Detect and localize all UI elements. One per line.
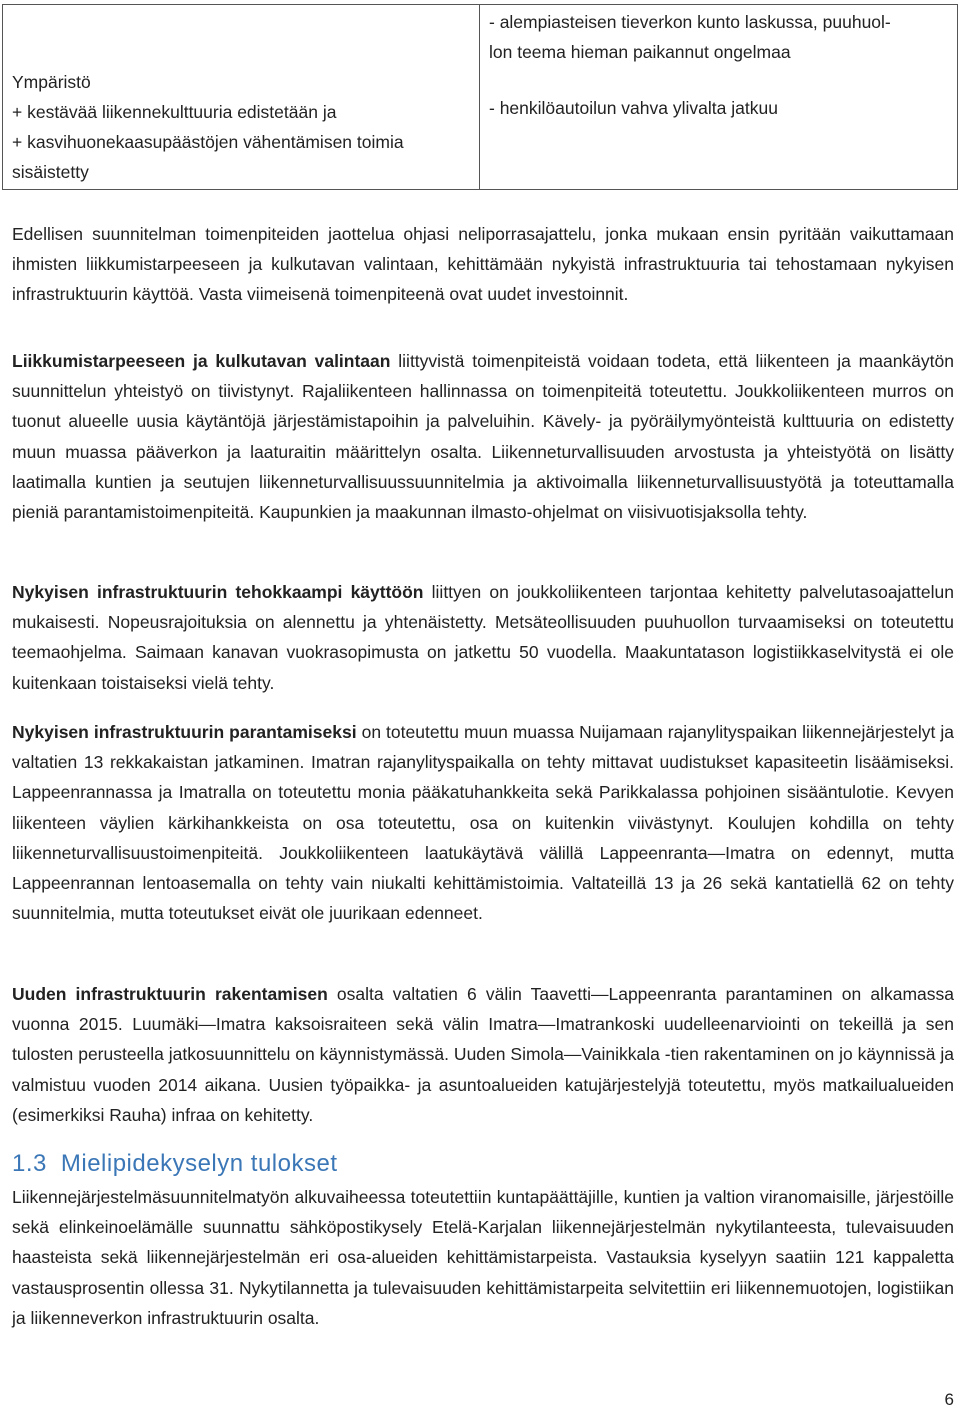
paragraph-text: on toteutettu muun muassa Nuijamaan rajanylityspaikan liikennejärjestelyt ja valtatien 13 rekkakaistan jatkaminen. Imatran rajanylityspaikalla on tehty mittavat uudistukset kapasiteetin lisäämiseksi. Lappeenrannassa ja Imatralla on toteutettu monia pääkatuhankkeita sekä Parikkalassa pohjoinen sisääntulotie. Kevyen liikenteen väylien kärkihankkeista on osa toteutettu, osa on kuitenkin viivästynyt. Koulujen kohdilla on tehty liikenneturvallisuustoimenpiteitä. Joukkoliikenteen laatukäytävä välillä Lappeenranta—Imatra on edennyt, mutta Lappeenrannan lentoasemalla on tehty vain niukalti kehittämistoimia. Valtateillä 13 ja 26 sekä kantatiellä 62 on tehty suunnitelmia, mutta toteutukset eivät ole juurikaan edenneet. [12,722,954,924]
environment-cell [3,5,480,190]
page-number: 6 [944,1390,954,1409]
paragraph-text: liittyen on joukkoliikenteen tarjontaa kehitetty palvelutasoajattelun mukaisesti. Nopeusrajoituksia on alennettu ja yhtenäistetty. Metsäteollisuuden puuhuollon turvaamiseksi on toteutettu teemaohjelma. Saimaan kanavan vuokrasopimusta on jatkettu 50 vuodella. Maakuntatason logistiikkaselvitystä ei ole kuitenkaan toistaiseksi vielä tehty. [12,582,954,693]
environment-line: + kasvihuonekaasupäästöjen vähentämisen toimia [12,132,404,152]
paragraph-new-infrastructure [12,979,954,1130]
issue-line: - henkilöautoilun vahva ylivalta jatkuu [489,98,778,118]
section-heading [12,1150,338,1178]
issues-cell [480,5,958,190]
issue-line: - alempiasteisen tieverkon kunto laskussa, puuhuol- [489,12,891,32]
paragraph-survey [12,1182,954,1333]
paragraph-text: osalta valtatien 6 välin Taavetti—Lappeenranta parantaminen on alkamassa vuonna 2015. Luumäki—Imatra kaksoisraiteen sekä välin Imatra—Imatrankoski uudelleenarviointi on tekeillä ja sen tulosten perusteella jatkosuunnittelu on käynnistymässä. Uuden Simola—Vainikkala -tien rakentaminen on jo käynnissä ja valmistuu vuoden 2014 aikana. Uusien työpaikka- ja asuntoalueiden katujärjestelyjä toteutettu, myös matkailualueiden (esimerkiksi Rauha) infraa on kehitetty. [12,984,954,1125]
environment-line: sisäistetty [12,162,89,182]
evaluation-table [2,4,958,190]
paragraph-lead: Nykyisen infrastruktuurin parantamiseksi [12,722,357,742]
paragraph-improvement [12,717,954,928]
paragraph-text: Liikennejärjestelmäsuunnitelmatyön alkuvaiheessa toteutettiin kuntapäättäjille, kuntien ja valtion viranomaisille, järjestöille sekä elinkeinoelämälle suunnattu sähköpostikysely Etelä-Karjalan liikennejärjestelmän nykytilanteesta, tulevaisuuden haasteista sekä liikennejärjestelmän eri osa-alueiden kehittämistarpeista. Vastauksia kyselyyn saatiin 121 kappaletta vastausprosentin ollessa 31. Nykytilannetta ja tulevaisuuden kehittämistarpeita selvitettiin eri liikennemuotojen, logistiikan ja liikenneverkon infrastruktuurin osalta. [12,1187,954,1328]
environment-line: + kestävää liikennekulttuuria edistetään ja [12,102,337,122]
issue-line: lon teema hieman paikannut ongelmaa [489,42,791,62]
paragraph-efficient-use [12,577,954,698]
paragraph-mobility-needs [12,346,954,527]
paragraph-text: Edellisen suunnitelman toimenpiteiden jaottelua ohjasi neliporrasajattelu, jonka mukaan ensin pyritään vaikuttamaan ihmisten liikkumistarpeeseen ja kulkutavan valintaan, kehittämään nykyistä infrastruktuuria tai tehostamaan nykyisen infrastruktuurin käyttöä. Vasta viimeisenä toimenpiteenä ovat uudet investoinnit. [12,224,954,305]
paragraph-lead: Uuden infrastruktuurin rakentamisen [12,984,328,1004]
section-title: Mielipidekyselyn tulokset [60,1150,338,1177]
paragraph-four-step [12,219,954,310]
environment-heading: Ympäristö [12,72,91,92]
section-number: 1.3 [12,1150,47,1177]
paragraph-text: liittyvistä toimenpiteistä voidaan todeta, että liikenteen ja maankäytön suunnittelun yhteistyö on tiivistynyt. Rajaliikenteen hallinnassa on toimenpiteitä toteutettu. Joukkoliikenteen murros on tuonut alueelle uusia käytäntöjä järjestämistapoihin ja palveluihin. Kävely- ja pyöräilymyönteistä kulttuuria on edistetty muun muassa pääverkon ja laaturaitin määrittelyn osalta. Liikenneturvallisuuden arvostusta ja yhteistyötä on lisätty laatimalla kuntien ja seutujen liikenneturvallisuussuunnitelmia ja aktivoimalla liikenneturvallisuustyötä ja toteuttamalla pieniä parantamistoimenpiteitä. Kaupunkien ja maakunnan ilmasto-ohjelmat on viisivuotisjaksolla tehty. [12,351,954,523]
paragraph-lead: Liikkumistarpeeseen ja kulkutavan valintaan [12,351,391,371]
paragraph-lead: Nykyisen infrastruktuurin tehokkaampi käyttöön [12,582,424,602]
